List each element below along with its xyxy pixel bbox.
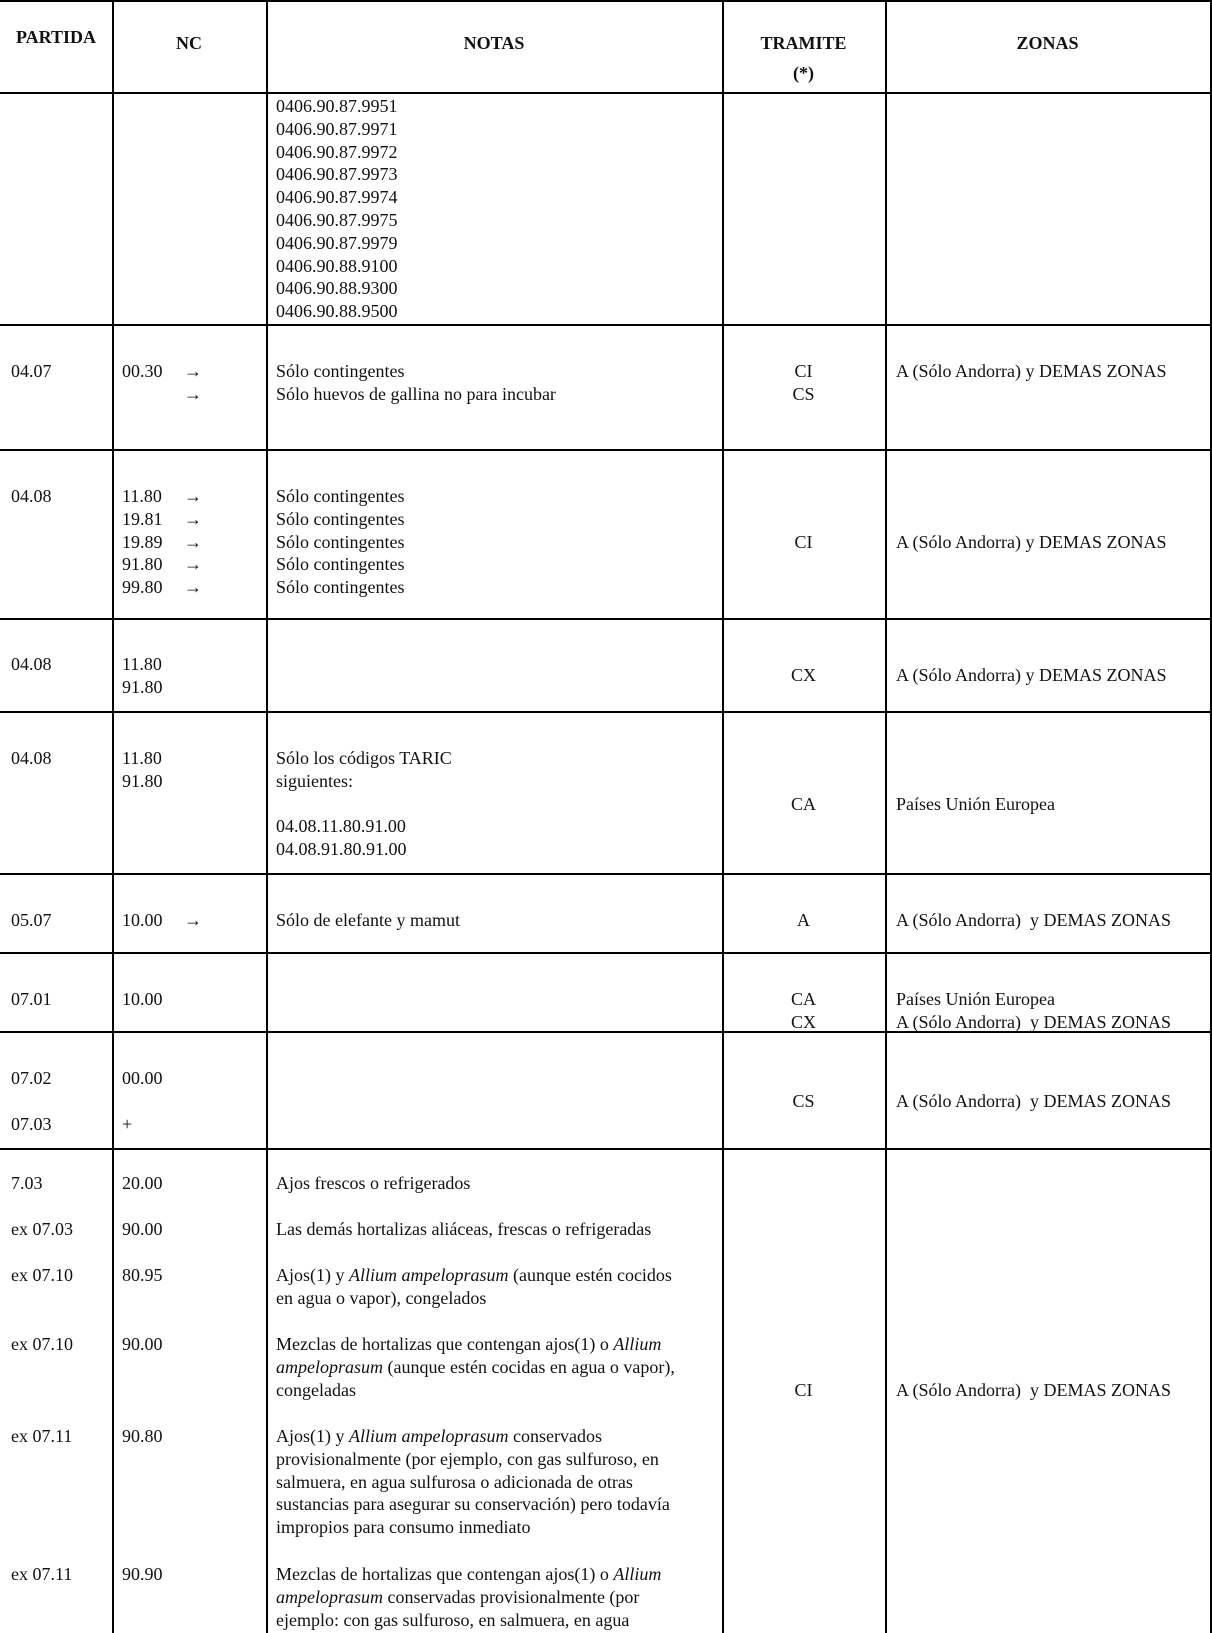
nc-cell xyxy=(122,747,170,793)
zonas-line: A (Sólo Andorra) y DEMAS ZONAS xyxy=(896,665,1167,686)
row-divider xyxy=(0,92,1212,94)
column-divider xyxy=(266,0,268,1633)
taric-code: 0406.90.87.9971 xyxy=(276,118,398,139)
nc-code: 90.90 xyxy=(122,1564,163,1584)
nc-cell xyxy=(122,1563,163,1586)
notas-line: Las demás hortalizas aliáceas, frescas o refrigeradas xyxy=(276,1219,652,1239)
nc-line xyxy=(122,553,202,576)
nc-code: 11.80 xyxy=(122,654,162,674)
taric-code: 0406.90.88.9100 xyxy=(276,255,398,276)
notas-line xyxy=(276,1356,675,1379)
taric-code: 0406.90.87.9951 xyxy=(276,96,398,116)
tramite-cell xyxy=(722,360,885,406)
nc-line xyxy=(122,653,170,676)
notas-text: impropios para consumo inmediato xyxy=(276,1517,531,1538)
notas-text: conservados xyxy=(508,1426,602,1446)
partida-cell xyxy=(11,653,52,676)
nc-cell xyxy=(122,1218,163,1241)
nc-line xyxy=(122,909,202,932)
right-arrow-icon: → xyxy=(184,531,202,552)
partida-code: ex 07.03 xyxy=(11,1219,73,1239)
notas-line xyxy=(276,1609,661,1632)
notas-line xyxy=(276,1379,675,1402)
notas-line: Sólo los códigos TARIC xyxy=(276,748,452,768)
notas-line xyxy=(276,1287,672,1310)
right-arrow-icon: → xyxy=(184,508,202,529)
tramite-cell xyxy=(722,1379,885,1402)
species-name: ampeloprasum xyxy=(276,1356,383,1377)
notas-line xyxy=(276,793,452,816)
nc-line xyxy=(122,508,202,531)
nc-cell xyxy=(122,485,202,599)
header-nc: NC xyxy=(176,33,202,53)
notas-cell xyxy=(276,1563,661,1631)
notas-cell xyxy=(276,747,452,861)
nc-code: 99.80 xyxy=(122,577,163,598)
notas-cell xyxy=(276,909,460,932)
tramite-code: CX xyxy=(790,1011,816,1032)
nc-line xyxy=(122,383,202,406)
zonas-cell xyxy=(896,793,1055,816)
line-gap xyxy=(11,1090,52,1113)
notas-line: 04.08.91.80.91.00 xyxy=(276,839,407,860)
nc-line xyxy=(122,485,202,508)
right-arrow-icon: → xyxy=(184,577,202,598)
tramite-code: CA xyxy=(790,793,816,814)
zonas-line: Países Unión Europea xyxy=(896,989,1055,1009)
partida-cell xyxy=(11,909,52,932)
zonas-line: A (Sólo Andorra) y DEMAS ZONAS xyxy=(896,1011,1172,1032)
partida-cell xyxy=(11,1172,43,1195)
taric-code: 0406.90.87.9975 xyxy=(276,209,398,230)
nc-line xyxy=(122,676,170,699)
partida-cell xyxy=(11,1333,73,1356)
row-divider xyxy=(0,711,1212,713)
tramite-code: CS xyxy=(792,383,815,404)
notas-line: Sólo de elefante y mamut xyxy=(276,910,460,930)
nc-cell xyxy=(122,1067,170,1135)
notas-text: Mezclas de hortalizas que contengan ajos(1) o xyxy=(276,1334,614,1354)
nc-code: 10.00 xyxy=(122,910,163,930)
partida-cell xyxy=(11,1264,73,1287)
nc-code: 00.00 xyxy=(122,1068,163,1088)
taric-code: 0406.90.87.9972 xyxy=(276,141,398,162)
notas-line xyxy=(276,1448,670,1471)
row-divider xyxy=(0,449,1212,451)
notas-text: Ajos(1) y xyxy=(276,1426,349,1446)
nc-line xyxy=(122,1113,170,1136)
partida-code: 07.02 xyxy=(11,1068,52,1088)
column-divider xyxy=(885,0,887,1633)
nc-code: 80.95 xyxy=(122,1265,163,1285)
notas-text: (aunque estén cocidos xyxy=(508,1265,672,1285)
tramite-cell xyxy=(722,793,885,816)
partida-code: 05.07 xyxy=(11,910,52,930)
notas-line: Sólo huevos de gallina no para incubar xyxy=(276,383,556,404)
notas-cell xyxy=(276,1333,675,1401)
nc-line xyxy=(122,747,170,770)
species-name: Allium ampeloprasum xyxy=(349,1426,509,1446)
notas-line: Sólo contingentes xyxy=(276,508,405,529)
taric-code: 0406.90.87.9974 xyxy=(276,187,398,208)
right-arrow-icon: → xyxy=(184,554,202,575)
column-divider xyxy=(112,0,114,1633)
nc-line xyxy=(122,1067,170,1090)
notas-text: Mezclas de hortalizas que contengan ajos(1) o xyxy=(276,1564,614,1584)
tramite-code: A xyxy=(797,910,810,930)
partida-cell xyxy=(11,1563,72,1586)
notas-line xyxy=(276,1264,672,1287)
continuation-codes xyxy=(276,95,398,323)
zonas-cell xyxy=(896,909,1171,932)
zonas-line: A (Sólo Andorra) y DEMAS ZONAS xyxy=(896,1380,1172,1400)
zonas-cell xyxy=(896,664,1167,687)
species-name: Allium xyxy=(613,1564,662,1584)
notas-text: congeladas xyxy=(276,1379,356,1400)
zonas-line: Países Unión Europea xyxy=(896,793,1055,814)
partida-code: 04.07 xyxy=(11,361,52,381)
notas-text: (aunque estén cocidas en agua o vapor), xyxy=(383,1356,675,1377)
notas-cell xyxy=(276,1218,651,1241)
partida-code: ex 07.10 xyxy=(11,1334,73,1354)
notas-cell xyxy=(276,1425,670,1539)
partida-code: ex 07.11 xyxy=(11,1426,73,1446)
line-gap xyxy=(122,1090,170,1113)
partida-cell xyxy=(11,1425,72,1448)
notas-text: provisionalmente (por ejemplo, con gas sulfuroso, en xyxy=(276,1448,659,1469)
partida-code: 04.08 xyxy=(11,748,52,768)
nc-code: 91.80 xyxy=(122,554,163,575)
zonas-cell xyxy=(896,360,1167,383)
nc-code: 20.00 xyxy=(122,1173,163,1193)
nc-cell xyxy=(122,1264,163,1287)
tramite-code: CI xyxy=(794,531,813,552)
species-name: Allium xyxy=(613,1334,662,1354)
partida-code: 07.01 xyxy=(11,989,52,1009)
zonas-cell xyxy=(896,988,1171,1034)
notas-line xyxy=(276,1471,670,1494)
row-divider xyxy=(0,1148,1212,1150)
species-name: Allium ampeloprasum xyxy=(349,1265,509,1285)
nc-code: 10.00 xyxy=(122,989,163,1009)
nc-cell xyxy=(122,1172,163,1195)
partida-cell xyxy=(11,360,52,383)
nc-code: 90.00 xyxy=(122,1219,163,1239)
tramite-code: CS xyxy=(792,1090,815,1111)
partida-code: 04.08 xyxy=(11,486,52,506)
tramite-code: CI xyxy=(794,1380,813,1400)
taric-code: 0406.90.88.9500 xyxy=(276,301,398,322)
nc-line xyxy=(122,576,202,599)
notas-line: Sólo contingentes xyxy=(276,486,405,506)
notas-line xyxy=(276,1586,661,1609)
row-divider xyxy=(0,618,1212,620)
zonas-line: A (Sólo Andorra) y DEMAS ZONAS xyxy=(896,361,1167,381)
notas-line xyxy=(276,1516,670,1539)
row-divider xyxy=(0,324,1212,326)
notas-cell xyxy=(276,485,405,599)
notas-line: 04.08.11.80.91.00 xyxy=(276,816,406,837)
nc-code: 19.89 xyxy=(122,531,163,552)
notas-text: Ajos(1) y xyxy=(276,1265,349,1285)
partida-cell xyxy=(11,485,52,508)
nc-code: 00.30 xyxy=(122,361,163,381)
nc-code: 11.80 xyxy=(122,486,162,506)
partida-code: 7.03 xyxy=(11,1173,43,1193)
tramite-cell xyxy=(722,909,885,932)
row-divider xyxy=(0,0,1212,2)
nc-code: 90.80 xyxy=(122,1426,163,1446)
notas-cell xyxy=(276,1172,470,1195)
nc-line xyxy=(122,988,170,1011)
nc-line xyxy=(122,360,202,383)
tramite-cell xyxy=(722,664,885,687)
taric-code: 0406.90.87.9979 xyxy=(276,232,398,253)
partida-cell xyxy=(11,747,52,770)
header-tramite-note: (*) xyxy=(793,63,814,83)
tramite-code: CI xyxy=(794,361,813,381)
nc-cell xyxy=(122,653,170,699)
partida-code: 07.03 xyxy=(11,1113,52,1134)
nc-code: 91.80 xyxy=(122,770,163,791)
notas-text: en agua o vapor), congelados xyxy=(276,1287,487,1308)
notas-text: sustancias para asegurar su conservación) pero todavía xyxy=(276,1494,670,1515)
species-name: ampeloprasum xyxy=(276,1586,383,1607)
partida-code: ex 07.10 xyxy=(11,1265,73,1285)
nc-code: 91.80 xyxy=(122,676,163,697)
notas-text: conservadas provisionalmente (por xyxy=(383,1586,640,1607)
taric-code: 0406.90.87.9973 xyxy=(276,164,398,185)
notas-text: salmuera, en agua sulfurosa o adicionada de otras xyxy=(276,1471,633,1492)
taric-code: 0406.90.88.9300 xyxy=(276,278,398,299)
zonas-cell xyxy=(896,1379,1171,1402)
tramite-cell xyxy=(722,988,885,1034)
right-arrow-icon: → xyxy=(184,910,202,930)
notas-line xyxy=(276,1425,670,1448)
notas-line xyxy=(276,1563,661,1586)
partida-cell xyxy=(11,988,52,1011)
partida-cell xyxy=(11,1218,73,1241)
nc-line xyxy=(122,531,202,554)
zonas-line: A (Sólo Andorra) y DEMAS ZONAS xyxy=(896,531,1167,552)
notas-line xyxy=(276,1493,670,1516)
notas-cell xyxy=(276,1264,672,1310)
partida-code: 04.08 xyxy=(11,654,52,674)
partida-code: ex 07.11 xyxy=(11,1564,73,1584)
tramite-code: CX xyxy=(790,665,816,686)
zonas-cell xyxy=(896,531,1167,554)
notas-line: Ajos frescos o refrigerados xyxy=(276,1173,471,1193)
nc-code: 19.81 xyxy=(122,508,163,529)
header-tramite: TRAMITE xyxy=(760,33,847,53)
zonas-line: A (Sólo Andorra) y DEMAS ZONAS xyxy=(896,1090,1172,1111)
nc-cell xyxy=(122,988,170,1011)
tramite-cell xyxy=(722,1090,885,1113)
nc-code: 90.00 xyxy=(122,1334,163,1354)
notas-line: Sólo contingentes xyxy=(276,531,405,552)
right-arrow-icon: → xyxy=(184,383,202,404)
tramite-code: CA xyxy=(790,989,816,1009)
nc-code: 11.80 xyxy=(122,748,162,768)
nc-cell xyxy=(122,1425,163,1448)
right-arrow-icon: → xyxy=(184,361,202,381)
header-zonas: ZONAS xyxy=(1016,33,1079,53)
right-arrow-icon: → xyxy=(184,486,202,506)
tramite-cell xyxy=(722,531,885,554)
notas-line: Sólo contingentes xyxy=(276,361,405,381)
notas-line: Sólo contingentes xyxy=(276,554,405,575)
nc-line xyxy=(122,770,170,793)
notas-line: siguientes: xyxy=(276,770,353,791)
partida-cell xyxy=(11,1067,52,1135)
nc-cell xyxy=(122,909,202,932)
nc-cell xyxy=(122,1333,163,1356)
nc-cell xyxy=(122,360,202,406)
notas-line: Sólo contingentes xyxy=(276,577,405,598)
zonas-cell xyxy=(896,1090,1171,1113)
header-partida: PARTIDA xyxy=(15,27,97,47)
notas-cell xyxy=(276,360,556,406)
notas-text: ejemplo: con gas sulfuroso, en salmuera, en agua xyxy=(276,1609,630,1630)
zonas-line: A (Sólo Andorra) y DEMAS ZONAS xyxy=(896,910,1172,930)
header-notas: NOTAS xyxy=(463,33,525,53)
notas-line xyxy=(276,1333,675,1356)
row-divider xyxy=(0,952,1212,954)
nc-code: + xyxy=(122,1113,133,1134)
row-divider xyxy=(0,873,1212,875)
